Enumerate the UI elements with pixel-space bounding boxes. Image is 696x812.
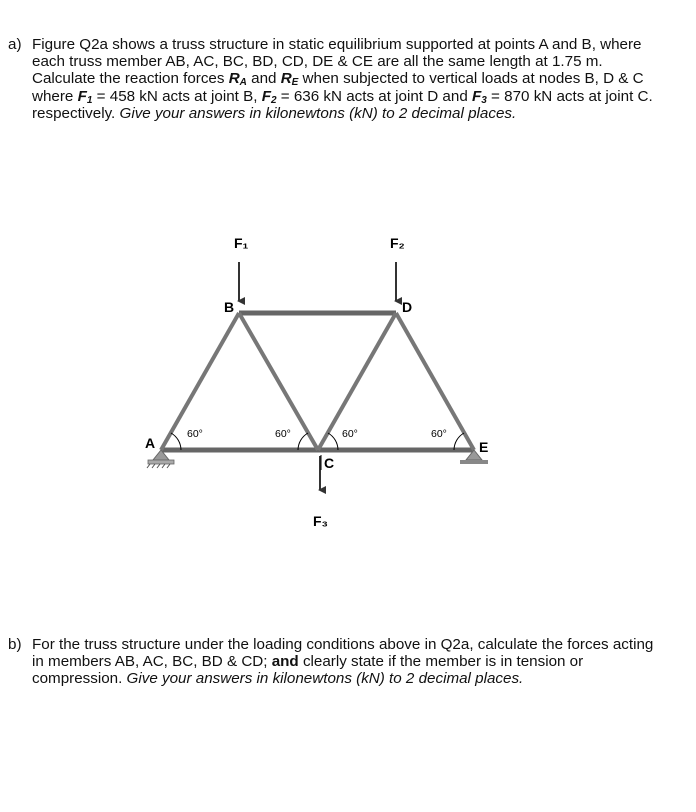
force-label-f3: F₃ — [313, 513, 329, 529]
qa-text-1: Figure Q2a shows a truss structure in static equilibrium supported at points A and B, where each truss member AB, AC, BC, BD, CD, DE & CE are all the same length at 1.75 m. Calculate the reaction forces — [32, 36, 642, 88]
qb-text-1: For the truss structure under the loading conditions above in Q2a, calculate the forces acting in members AB, AC, BC, BD & CD; — [32, 636, 654, 671]
angle-label-a: 60° — [187, 428, 203, 440]
qa-text-3: when subjected to vertical loads at nodes B, D & C where — [32, 70, 644, 105]
qa-text-5: = 636 kN acts at joint D and — [276, 87, 472, 105]
ra-subscript: A — [239, 77, 247, 89]
angle-arc-c-left — [298, 433, 308, 450]
f3-symbol: F — [471, 87, 482, 105]
question-b-text — [32, 636, 668, 688]
angle-label-e: 60° — [431, 428, 447, 440]
f2-symbol: F — [261, 87, 271, 105]
load-arrows — [239, 262, 396, 490]
question-b-label: b) — [8, 636, 22, 653]
re-subscript: E — [291, 77, 299, 89]
ra-symbol: R — [228, 70, 240, 88]
f3-subscript: 3 — [481, 94, 487, 106]
qb-instruction: Give your answers in kilonewtons (kN) to 2 decimal places. — [126, 670, 524, 688]
angle-arc-c-right — [328, 433, 338, 450]
force-label-f2: F₂ — [390, 235, 405, 251]
qa-text-4: = 458 kN acts at joint B, — [92, 87, 262, 105]
node-label-a: A — [145, 435, 156, 451]
angle-label-c-right: 60° — [342, 428, 358, 440]
f1-subscript: 1 — [86, 94, 93, 106]
f2-subscript: 2 — [270, 94, 277, 106]
qa-text-6: = 870 kN acts at joint C. respectively. — [32, 87, 653, 122]
question-a-label: a) — [8, 36, 22, 53]
angle-arc-a — [171, 433, 181, 450]
qb-bold-and: and — [271, 653, 299, 671]
force-label-f1: F₁ — [234, 235, 249, 251]
node-label-c: C — [324, 455, 335, 471]
re-symbol: R — [280, 70, 292, 88]
qa-instruction: Give your answers in kilonewtons (kN) to 2 decimal places. — [119, 104, 517, 122]
f1-symbol: F — [77, 87, 87, 105]
qb-text-2: clearly state if the member is in tension or compression. — [32, 653, 584, 688]
angle-arc-e — [454, 433, 464, 450]
node-label-e: E — [479, 439, 489, 455]
angle-label-c-left: 60° — [275, 428, 291, 440]
truss-members — [161, 313, 474, 450]
pin-support-a — [147, 450, 174, 468]
node-label-b: B — [224, 299, 235, 315]
qa-text-2: and — [246, 70, 281, 88]
question-b — [8, 636, 668, 688]
node-label-d: D — [402, 299, 413, 315]
